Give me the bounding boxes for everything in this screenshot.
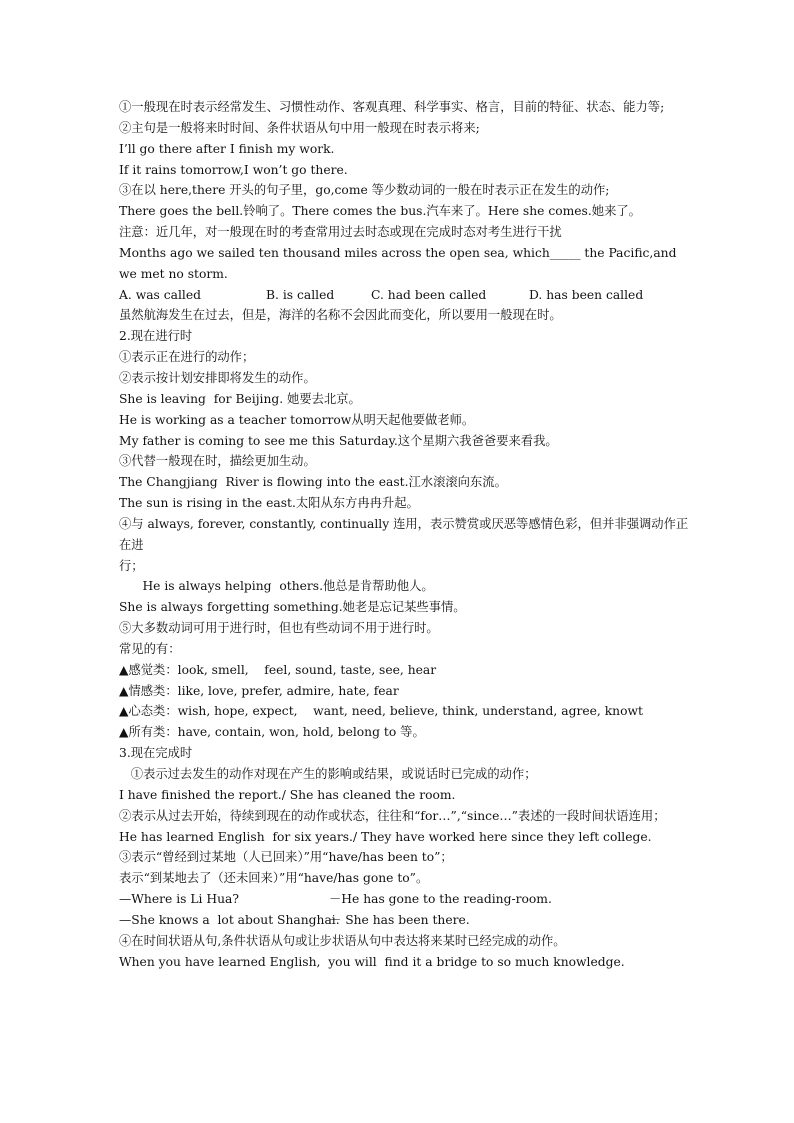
answer-options (119, 285, 689, 306)
text-line: ④在时间状语从句,条件状语从句或让步状语从句中表达将来某时已经完成的动作。 (119, 933, 566, 948)
text-line: 行； (119, 558, 144, 573)
text-line: He is always helping others.他总是肯帮助他人。 (119, 579, 434, 594)
verb-category-line: ▲所有类：have, contain, won, hold, belong to 等。 (119, 725, 425, 740)
text-line: The sun is rising in the east.太阳从东方冉冉升起。 (119, 496, 419, 511)
section-heading: 2.现在进行时 (119, 329, 193, 344)
option-d: D. has been called (529, 287, 644, 302)
dialog-answer: － She has been there. (329, 912, 470, 927)
text-line: ①一般现在时表示经常发生、习惯性动作、客观真理、科学事实、格言，目前的特征、状态、能力等; (119, 100, 665, 114)
text-line: He is working as a teacher tomorrow从明天起他要做老师。 (119, 412, 475, 427)
section-heading: 3.现在完成时 (119, 746, 193, 761)
text-line: When you have learned English, you will find it a bridge to so much knowledge. (119, 954, 625, 969)
text-line: ②表示按计划安排即将发生的动作。 (119, 370, 316, 385)
document-page (119, 97, 689, 972)
text-line: 虽然航海发生在过去，但是，海洋的名称不会因此而变化，所以要用一般现在时。 (119, 308, 562, 323)
text-line: 常见的有： (119, 641, 181, 656)
dialog-answer: －He has gone to the reading-room. (329, 892, 552, 907)
text-line: She is always forgetting something.她老是忘记某些事情。 (119, 600, 466, 615)
dialog-question: —She knows a lot about Shanghai. (119, 912, 340, 927)
text-line: He has learned English for six years./ They have worked here since they left college. (119, 829, 652, 844)
text-line: 表示“到某地去了（还未回来）”用“have/has gone to”。 (119, 871, 429, 886)
verb-category-line: ▲感觉类：look, smell, feel, sound, taste, see, hear (119, 662, 437, 677)
text-line: ①表示过去发生的动作对现在产生的影响或结果，或说话时已完成的动作； (119, 767, 537, 781)
text-line: ②表示从过去开始，待续到现在的动作或状态，往往和“for…”,“since…”表述的一段时间状语连用； (119, 808, 666, 823)
dialog-line (119, 889, 689, 910)
text-line: ②主句是一般将来时时间、条件状语从句中用一般现在时表示将来; (119, 120, 480, 135)
text-line: ①表示正在进行的动作； (119, 350, 255, 365)
dialog-line (119, 910, 689, 931)
verb-category-line: ▲心态类：wish, hope, expect, want, need, believe, think, understand, agree, knowt (119, 704, 643, 719)
text-line: ③代替一般现在时，描绘更加生动。 (119, 454, 316, 469)
text-line: ⑤大多数动词可用于进行时，但也有些动词不用于进行时。 (119, 621, 439, 636)
option-a: A. was called (119, 287, 202, 302)
dialog-question: —Where is Li Hua? (119, 892, 239, 907)
text-line: If it rains tomorrow,I won’t go there. (119, 162, 348, 177)
text-line: She is leaving for Beijing. 她要去北京。 (119, 391, 361, 406)
option-b: B. is called (266, 287, 335, 302)
text-line: I have finished the report./ She has cleaned the room. (119, 787, 456, 802)
verb-category-line: ▲情感类：like, love, prefer, admire, hate, fear (119, 683, 399, 698)
exercise-question: Months ago we sailed ten thousand miles across the open sea, which_____ the Pacific,and we met no storm. (119, 245, 677, 281)
text-line: ③表示“曾经到过某地（人已回来）”用“have/has been to”； (119, 850, 453, 865)
text-line: The Changjiang River is flowing into the east.江水滚滚向东流。 (119, 475, 507, 490)
text-line: 注意：近几年，对一般现在时的考查常用过去时态或现在完成时态对考生进行干扰 (119, 225, 562, 240)
text-line: My father is coming to see me this Saturday.这个星期六我爸爸要来看我。 (119, 433, 558, 448)
text-line: ④与 always, forever, constantly, continually 连用，表示赞赏或厌恶等感情色彩，但并非强调动作正在进 (119, 516, 689, 552)
option-c: C. had been called (371, 287, 487, 302)
text-line: ③在以 here,there 开头的句子里，go,come 等少数动词的一般在时表示正在发生的动作; (119, 183, 610, 198)
text-line: I’ll go there after I finish my work. (119, 141, 335, 156)
text-line: There goes the bell.铃响了。There comes the bus.汽车来了。Here she comes.她来了。 (119, 204, 641, 219)
